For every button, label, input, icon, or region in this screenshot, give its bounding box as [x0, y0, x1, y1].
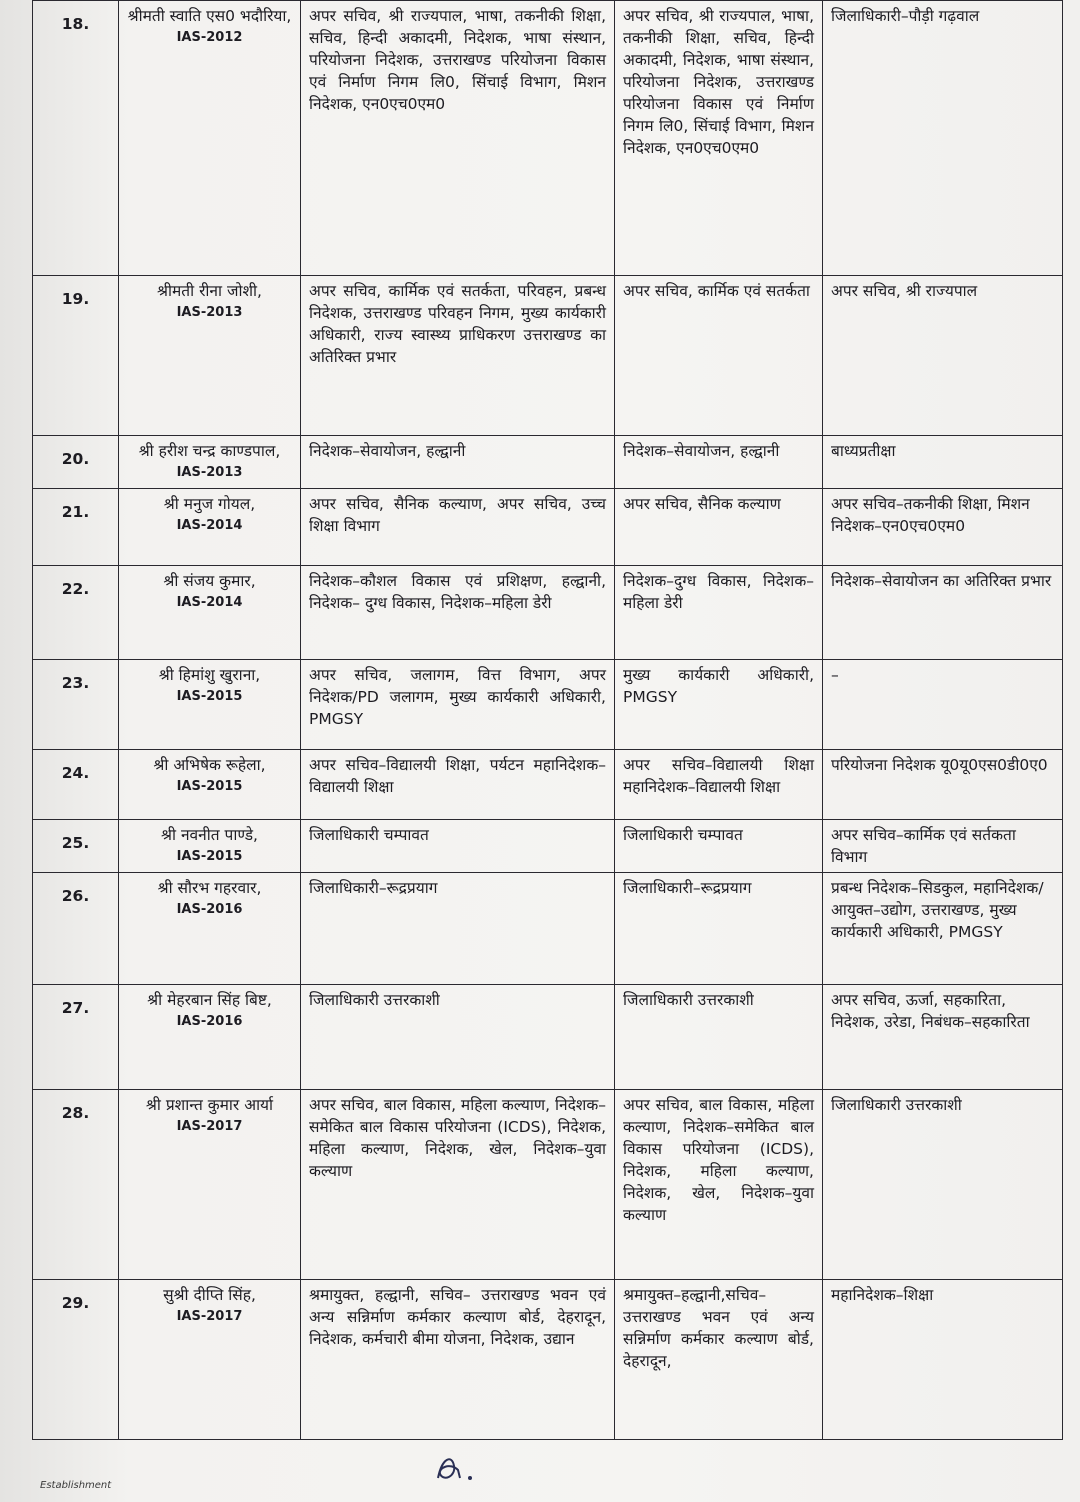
ias-batch: IAS-2012 [176, 30, 243, 45]
new-posting: बाध्यप्रतीक्षा [823, 436, 1063, 489]
officer-name-text: श्री संजय कुमार, [163, 572, 256, 590]
ias-batch: IAS-2015 [176, 779, 243, 794]
officer-name [119, 276, 301, 436]
new-posting: अपर सचिव–कार्मिक एवं सर्तकता विभाग [823, 820, 1063, 873]
officer-name [119, 820, 301, 873]
officer-name [119, 660, 301, 750]
current-posting: अपर सचिव, बाल विकास, महिला कल्याण, निदेशक– समेकित बाल विकास परियोजना (ICDS), निदेशक, महिला कल्याण, निदेशक, खेल, निदेशक–युवा कल्याण [301, 1090, 615, 1280]
officer-name [119, 566, 301, 660]
new-posting: अपर सचिव–तकनीकी शिक्षा, मिशन निदेशक–एन0एच0एम0 [823, 489, 1063, 566]
table-row [33, 660, 1063, 750]
officer-name-text: श्री नवनीत पाण्डे, [161, 826, 258, 844]
officer-name [119, 489, 301, 566]
officer-name-text: सुश्री दीप्ति सिंह, [163, 1286, 256, 1304]
retained-posting: श्रमायुक्त–हल्द्वानी,सचिव–उत्तराखण्ड भवन एवं अन्य सन्निर्माण कर्मकार कल्याण बोर्ड, देहरादून, [615, 1280, 823, 1440]
ias-batch: IAS-2016 [176, 902, 243, 917]
serial-number: 19. [33, 276, 119, 436]
current-posting: जिलाधिकारी–रूद्रप्रयाग [301, 873, 615, 985]
new-posting: जिलाधिकारी उत्तरकाशी [823, 1090, 1063, 1280]
serial-number: 18. [33, 1, 119, 276]
new-posting: अपर सचिव, श्री राज्यपाल [823, 276, 1063, 436]
current-posting: निदेशक–सेवायोजन, हल्द्वानी [301, 436, 615, 489]
ias-batch: IAS-2016 [176, 1014, 243, 1029]
current-posting: अपर सचिव, जलागम, वित्त विभाग, अपर निदेशक/PD जलागम, मुख्य कार्यकारी अधिकारी, PMGSY [301, 660, 615, 750]
new-posting: जिलाधिकारी–पौड़ी गढ़वाल [823, 1, 1063, 276]
serial-number: 29. [33, 1280, 119, 1440]
ias-batch: IAS-2013 [176, 305, 243, 320]
current-posting: निदेशक–कौशल विकास एवं प्रशिक्षण, हल्द्वानी, निदेशक– दुग्ध विकास, निदेशक–महिला डेरी [301, 566, 615, 660]
serial-number: 23. [33, 660, 119, 750]
officer-name-text: श्री हिमांशु खुराना, [158, 666, 261, 684]
serial-number: 26. [33, 873, 119, 985]
retained-posting: निदेशक–दुग्ध विकास, निदेशक–महिला डेरी [615, 566, 823, 660]
officer-name-text: श्री हरीश चन्द्र काण्डपाल, [138, 442, 281, 460]
officer-name-text: श्री अभिषेक रूहेला, [153, 756, 266, 774]
officer-name-text: श्रीमती स्वाति एस0 भदौरिया, [127, 7, 292, 25]
retained-posting: जिलाधिकारी–रूद्रप्रयाग [615, 873, 823, 985]
new-posting: महानिदेशक–शिक्षा [823, 1280, 1063, 1440]
serial-number: 25. [33, 820, 119, 873]
table-row [33, 985, 1063, 1090]
table-row [33, 1280, 1063, 1440]
new-posting: परियोजना निदेशक यू0यू0एस0डी0ए0 [823, 750, 1063, 820]
serial-number: 24. [33, 750, 119, 820]
current-posting: अपर सचिव, श्री राज्यपाल, भाषा, तकनीकी शिक्षा, सचिव, हिन्दी अकादमी, निदेशक, भाषा संस्थान, परियोजना निदेशक, उत्तराखण्ड परियोजना विकास एवं निर्माण निगम लि0, सिंचाई विभाग, मिशन निदेशक, एन0एच0एम0 [301, 1, 615, 276]
new-posting: प्रबन्ध निदेशक–सिडकुल, महानिदेशक/आयुक्त–उद्योग, उत्तराखण्ड, मुख्य कार्यकारी अधिकारी, PMGSY [823, 873, 1063, 985]
ias-batch: IAS-2013 [176, 465, 243, 480]
current-posting: अपर सचिव, कार्मिक एवं सतर्कता, परिवहन, प्रबन्ध निदेशक, उत्तराखण्ड परिवहन निगम, मुख्य कार्यकारी अधिकारी, राज्य स्वास्थ्य प्राधिकरण उत्तराखण्ड का अतिरिक्त प्रभार [301, 276, 615, 436]
officer-name [119, 1090, 301, 1280]
ias-batch: IAS-2017 [176, 1309, 243, 1324]
table-row [33, 873, 1063, 985]
serial-number: 22. [33, 566, 119, 660]
retained-posting: अपर सचिव, सैनिक कल्याण [615, 489, 823, 566]
ias-batch: IAS-2015 [176, 849, 243, 864]
officer-name [119, 873, 301, 985]
signature-mark [430, 1448, 490, 1488]
ias-batch: IAS-2014 [176, 595, 243, 610]
table-row [33, 820, 1063, 873]
retained-posting: मुख्य कार्यकारी अधिकारी, PMGSY [615, 660, 823, 750]
new-posting: – [823, 660, 1063, 750]
officer-transfer-table [32, 0, 1063, 1440]
table-row [33, 276, 1063, 436]
current-posting: अपर सचिव–विद्यालयी शिक्षा, पर्यटन महानिदेशक– विद्यालयी शिक्षा [301, 750, 615, 820]
current-posting: अपर सचिव, सैनिक कल्याण, अपर सचिव, उच्च शिक्षा विभाग [301, 489, 615, 566]
retained-posting: जिलाधिकारी चम्पावत [615, 820, 823, 873]
officer-name [119, 1, 301, 276]
serial-number: 28. [33, 1090, 119, 1280]
retained-posting: जिलाधिकारी उत्तरकाशी [615, 985, 823, 1090]
officer-name [119, 436, 301, 489]
serial-number: 21. [33, 489, 119, 566]
new-posting: अपर सचिव, ऊर्जा, सहकारिता, निदेशक, उरेडा, निबंधक–सहकारिता [823, 985, 1063, 1090]
table-row [33, 1090, 1063, 1280]
officer-name-text: श्रीमती रीना जोशी, [157, 282, 262, 300]
serial-number: 20. [33, 436, 119, 489]
footer-label: Establishment [40, 1480, 112, 1491]
officer-name-text: श्री मनुज गोयल, [163, 495, 256, 513]
current-posting: जिलाधिकारी चम्पावत [301, 820, 615, 873]
retained-posting: निदेशक–सेवायोजन, हल्द्वानी [615, 436, 823, 489]
ias-batch: IAS-2014 [176, 518, 243, 533]
table-row [33, 750, 1063, 820]
table-row [33, 489, 1063, 566]
current-posting: जिलाधिकारी उत्तरकाशी [301, 985, 615, 1090]
officer-name [119, 1280, 301, 1440]
officer-name-text: श्री सौरभ गहरवार, [157, 879, 262, 897]
retained-posting: अपर सचिव, बाल विकास, महिला कल्याण, निदेशक–समेकित बाल विकास परियोजना (ICDS), निदेशक, महिला कल्याण, निदेशक, खेल, निदेशक–युवा कल्याण [615, 1090, 823, 1280]
ias-batch: IAS-2015 [176, 689, 243, 704]
table-row [33, 436, 1063, 489]
officer-name-text: श्री प्रशान्त कुमार आर्या [145, 1096, 274, 1114]
new-posting: निदेशक–सेवायोजन का अतिरिक्त प्रभार [823, 566, 1063, 660]
ias-batch: IAS-2017 [176, 1119, 243, 1134]
retained-posting: अपर सचिव, कार्मिक एवं सतर्कता [615, 276, 823, 436]
officer-name [119, 985, 301, 1090]
officer-name [119, 750, 301, 820]
retained-posting: अपर सचिव–विद्यालयी शिक्षा महानिदेशक–विद्यालयी शिक्षा [615, 750, 823, 820]
serial-number: 27. [33, 985, 119, 1090]
officer-name-text: श्री मेहरबान सिंह बिष्ट, [147, 991, 272, 1009]
table-row [33, 566, 1063, 660]
table-row [33, 1, 1063, 276]
retained-posting: अपर सचिव, श्री राज्यपाल, भाषा, तकनीकी शिक्षा, सचिव, हिन्दी अकादमी, निदेशक, भाषा संस्थान, परियोजना निदेशक, उत्तराखण्ड परियोजना विकास एवं निर्माण निगम लि0, सिंचाई विभाग, मिशन निदेशक, एन0एच0एम0 [615, 1, 823, 276]
current-posting: श्रमायुक्त, हल्द्वानी, सचिव– उत्तराखण्ड भवन एवं अन्य सन्निर्माण कर्मकार कल्याण बोर्ड, देहरादून, निदेशक, कर्मचारी बीमा योजना, निदेशक, उद्यान [301, 1280, 615, 1440]
